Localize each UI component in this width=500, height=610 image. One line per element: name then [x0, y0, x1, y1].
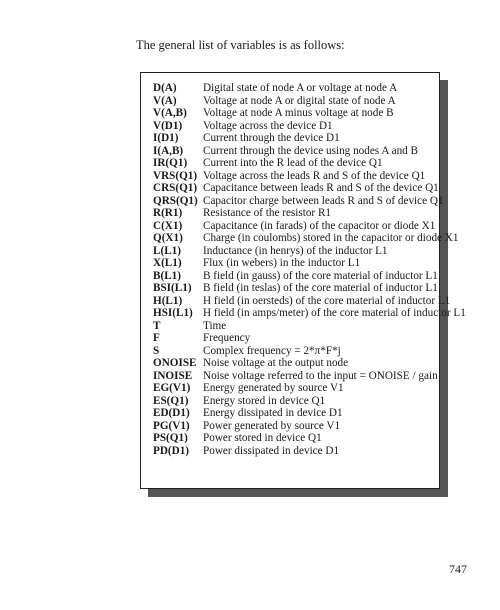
variable-description: Charge (in coulombs) stored in the capacitor or diode X1	[203, 232, 459, 245]
variable-description: B field (in teslas) of the core material of inductor L1	[203, 282, 438, 295]
variable-description: B field (in gauss) of the core material of inductor L1	[203, 269, 438, 282]
variable-name: INOISE	[153, 369, 193, 382]
variable-name: T	[153, 319, 161, 332]
variable-description: Complex frequency = 2*π*F*j	[203, 344, 341, 357]
variable-description: Inductance (in henrys) of the inductor L1	[203, 244, 388, 257]
variable-name: PD(D1)	[153, 444, 190, 457]
variable-description: Power dissipated in device D1	[203, 444, 340, 457]
variable-description: Voltage at node A or digital state of node A	[203, 94, 396, 107]
variable-description: Frequency	[203, 332, 251, 345]
variable-name: EG(V1)	[153, 382, 191, 395]
variable-description: Power stored in device Q1	[203, 432, 322, 445]
variable-description: Current through the device using nodes A and B	[203, 144, 419, 157]
variables-box	[140, 72, 466, 489]
variable-name: CRS(Q1)	[153, 182, 198, 195]
variable-description: Capacitance (in farads) of the capacitor or diode X1	[203, 219, 436, 232]
variable-name: VRS(Q1)	[153, 169, 198, 182]
variable-description: Energy stored in device Q1	[203, 394, 326, 407]
variable-description: Voltage at node A minus voltage at node B	[203, 107, 394, 120]
variable-name: F	[153, 332, 160, 345]
variable-name: R(R1)	[153, 207, 183, 220]
variable-name: PS(Q1)	[153, 432, 188, 445]
variable-name: Q(X1)	[153, 232, 183, 245]
variable-name: IR(Q1)	[153, 157, 188, 170]
variable-name: ES(Q1)	[153, 394, 189, 407]
variable-description: H field (in amps/meter) of the core material of inductor L1	[203, 307, 466, 320]
variable-name: HSI(L1)	[153, 307, 193, 320]
variable-name: V(A,B)	[153, 107, 187, 120]
variable-name: QRS(Q1)	[153, 194, 198, 207]
variable-name: D(A)	[153, 82, 177, 94]
variable-name: C(X1)	[153, 219, 183, 232]
variable-description: Power generated by source V1	[203, 419, 341, 432]
variable-name: S	[153, 344, 160, 357]
variable-description: Flux (in webers) in the inductor L1	[203, 257, 361, 270]
variable-description: Current into the R lead of the device Q1	[203, 157, 383, 170]
variable-name: I(D1)	[153, 132, 179, 145]
page-number: 747	[449, 562, 467, 576]
variable-description: H field (in oersteds) of the core material of inductor L1	[203, 294, 451, 307]
variable-description: Energy generated by source V1	[203, 382, 344, 395]
variable-name: V(A)	[153, 94, 177, 107]
variable-name: ED(D1)	[153, 407, 190, 420]
intro-text: The general list of variables is as follows:	[136, 38, 345, 52]
variable-name: ONOISE	[153, 357, 197, 370]
variable-name: BSI(L1)	[153, 282, 192, 295]
variable-description: Noise voltage at the output node	[203, 357, 349, 370]
variable-name: PG(V1)	[153, 419, 190, 432]
variable-description: Time	[203, 319, 227, 332]
variable-name: I(A,B)	[153, 144, 184, 157]
variable-name: V(D1)	[153, 119, 183, 132]
variable-name: L(L1)	[153, 244, 181, 257]
variable-description: Voltage across the leads R and S of the device Q1	[203, 169, 426, 182]
variable-description: Noise voltage referred to the input = ONOISE / gain	[203, 369, 438, 382]
variable-description: Capacitor charge between leads R and S of device Q1	[203, 194, 444, 207]
variable-description: Energy dissipated in device D1	[203, 407, 343, 420]
variable-description: Voltage across the device D1	[203, 119, 333, 132]
variable-name: H(L1)	[153, 294, 183, 307]
variable-description: Resistance of the resistor R1	[203, 207, 332, 220]
variable-description: Capacitance between leads R and S of the device Q1	[203, 182, 439, 195]
variable-description: Digital state of node A or voltage at node A	[203, 82, 398, 94]
variable-name: X(L1)	[153, 257, 182, 270]
variable-description: Current through the device D1	[203, 132, 340, 145]
variable-name: B(L1)	[153, 269, 181, 282]
